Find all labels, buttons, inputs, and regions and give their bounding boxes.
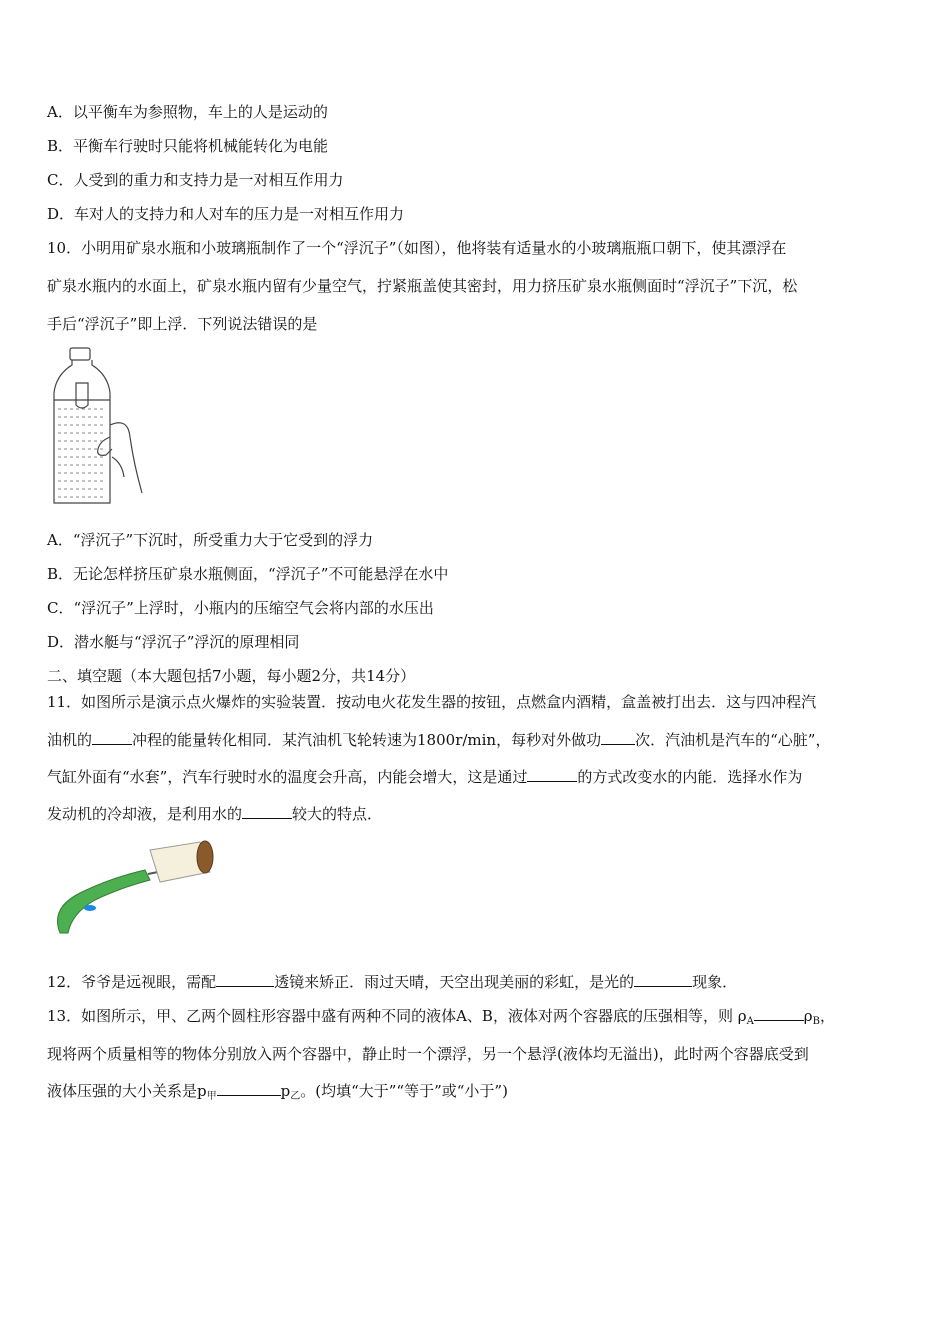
q10-option-a: A．“浮沉子”下沉时，所受重力大于它受到的浮力	[47, 531, 374, 549]
q10-stem-line1: 10．小明用矿泉水瓶和小玻璃瓶制作了一个“浮沉子”（如图），他将装有适量水的小玻璃瓶瓶口朝下，使其漂浮在	[47, 239, 787, 257]
q11-line2: 油机的 冲程的能量转化相同．某汽油机飞轮转速为1800r/min，每秒对外做功 次．汽油机是汽车的“心脏”，	[47, 731, 831, 749]
q10-option-d: D．潜水艇与“浮沉子”浮沉的原理相同	[47, 633, 300, 651]
q10-stem-line3: 手后“浮沉子”即上浮．下列说法错误的是	[47, 315, 318, 333]
q9-option-a: A．以平衡车为参照物，车上的人是运动的	[47, 103, 328, 121]
q11-blank-3[interactable]	[527, 767, 577, 782]
q12-blank-2[interactable]	[634, 972, 692, 987]
bottle-body	[54, 360, 110, 503]
q12-blank-1[interactable]	[216, 972, 274, 987]
q11-blank-2[interactable]	[601, 730, 635, 745]
ignition-device-figure	[50, 838, 215, 943]
section-heading: 二、填空题（本大题包括7小题，每小题2分，共14分）	[47, 667, 416, 685]
cartesian-diver-figure	[50, 345, 145, 510]
q13-line2: 现将两个质量相等的物体分别放入两个容器中，静止时一个漂浮，另一个悬浮(液体均无溢出)，此时两个容器底受到	[47, 1045, 809, 1063]
q9-option-b: B．平衡车行驶时只能将机械能转化为电能	[47, 137, 329, 155]
q11-blank-1[interactable]	[92, 730, 132, 745]
q11-line1: 11．如图所示是演示点火爆炸的实验装置．按动电火花发生器的按钮，点燃盒内酒精，盒盖被打出去．这与四冲程汽	[47, 693, 817, 711]
q12-line: 12．爷爷是远视眼，需配 透镜来矫正．雨过天晴，天空出现美丽的彩虹，是光的 现象．	[47, 973, 738, 991]
q11-blank-4[interactable]	[242, 804, 292, 819]
small-vial	[76, 383, 88, 408]
q10-stem-line2: 矿泉水瓶内的水面上，矿泉水瓶内留有少量空气，拧紧瓶盖使其密封，用力挤压矿泉水瓶侧面时“浮沉子”下沉，松	[47, 277, 798, 295]
spark-generator	[58, 870, 151, 933]
q11-line3: 气缸外面有“水套”，汽车行驶时水的温度会升高，内能会增大，这是通过 的方式改变水的内能．选择水作为	[47, 768, 803, 786]
bottle-cap	[70, 348, 90, 360]
q11-line4: 发动机的冷却液，是利用水的 较大的特点．	[47, 805, 383, 823]
q13-line1: 13．如图所示，甲、乙两个圆柱形容器中盛有两种不同的液体A、B，液体对两个容器底的压强相等，则 $\rho_A$ $\rho_B$，	[47, 1007, 835, 1027]
q13-blank-1[interactable]	[754, 1006, 804, 1021]
q13-line3: 液体压强的大小关系是$p_甲$ $p_乙$。(均填“大于”“等于”或“小于”)	[47, 1082, 508, 1102]
box-lid	[197, 841, 213, 873]
q9-option-c: C．人受到的重力和支持力是一对相互作用力	[47, 171, 344, 189]
q9-option-d: D．车对人的支持力和人对车的压力是一对相互作用力	[47, 205, 405, 223]
q13-blank-2[interactable]	[217, 1081, 281, 1096]
spark-button	[84, 905, 96, 911]
q10-option-c: C．“浮沉子”上浮时，小瓶内的压缩空气会将内部的水压出	[47, 599, 434, 617]
q10-option-b: B．无论怎样挤压矿泉水瓶侧面，“浮沉子”不可能悬浮在水中	[47, 565, 449, 583]
hand-outline	[110, 423, 142, 493]
